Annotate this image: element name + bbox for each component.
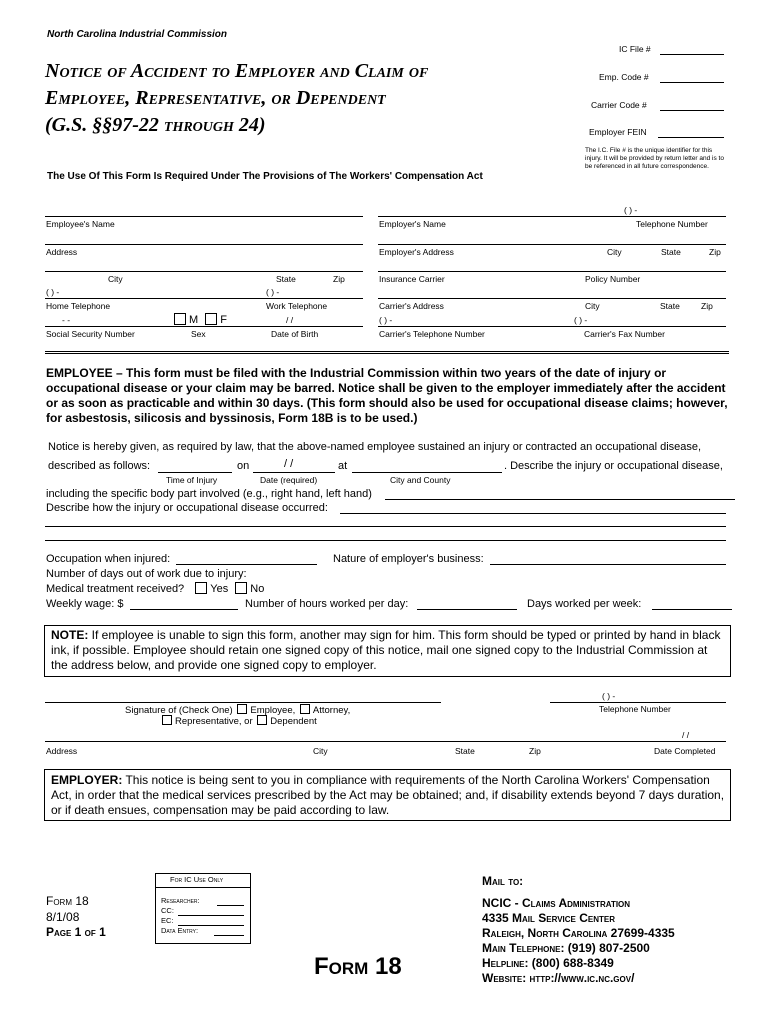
mail-line-2: 4335 Mail Service Center <box>482 911 616 925</box>
signature-dependent-checkbox[interactable] <box>257 715 267 725</box>
section-divider <box>45 351 729 354</box>
employer-box <box>44 769 731 821</box>
work-phone-label: Work Telephone <box>266 301 328 311</box>
employer-city-label: City <box>607 247 622 257</box>
carrier-fax-label: Carrier's Fax Number <box>584 329 665 339</box>
at-label: at <box>338 460 348 472</box>
work-phone-mask: ( ) - <box>266 287 280 297</box>
hours-per-day-field[interactable] <box>417 609 517 610</box>
employee-name-label: Employee's Name <box>46 219 115 229</box>
carrier-phone-label: Carrier's Telephone Number <box>379 329 485 339</box>
employer-zip-label: Zip <box>709 247 721 257</box>
sex-m-label: M <box>189 314 199 326</box>
days-out-label: Number of days out of work due to injury: <box>46 568 247 580</box>
city-county-label: City and County <box>390 475 451 485</box>
described-as-label: described as follows: <box>48 460 151 472</box>
carrier-state-label: State <box>660 301 680 311</box>
form-number: Form 18 <box>46 894 89 908</box>
employee-zip-label: Zip <box>333 274 345 284</box>
ssn-sex-dob-fields[interactable] <box>45 326 363 327</box>
sex-f-checkbox[interactable] <box>205 313 217 325</box>
sex-m-checkbox[interactable] <box>174 313 186 325</box>
date-of-injury-field[interactable] <box>253 472 335 473</box>
employer-box-label: EMPLOYER: <box>51 773 123 787</box>
employee-name-field[interactable] <box>45 216 363 217</box>
describe-how-field[interactable] <box>340 513 726 514</box>
medical-no-label: No <box>250 583 265 595</box>
form-title-line-3: (G.S. §§97-22 through 24) <box>45 114 266 136</box>
signature-employee-checkbox[interactable] <box>237 704 247 714</box>
nature-business-label: Nature of employer's business: <box>333 553 484 565</box>
date-required-label: Date (required) <box>260 475 318 485</box>
medical-yes-checkbox[interactable] <box>195 582 207 594</box>
sex-label: Sex <box>191 329 206 339</box>
page-number: Page 1 of 1 <box>46 925 106 939</box>
signer-address-field[interactable] <box>45 741 726 742</box>
employee-state-label: State <box>276 274 296 284</box>
ic-file-note: The I.C. File # is the unique identifier for this injury. It will be provided by return letter and is to be referenced in all future correspondence. <box>585 147 724 170</box>
carrier-city-label: City <box>585 301 600 311</box>
employer-name-label: Employer's Name <box>379 219 446 229</box>
ec-label: EC: <box>161 916 174 925</box>
mail-to-label: Mail to: <box>482 874 524 888</box>
signer-address-label: Address <box>46 746 78 756</box>
form-title <box>45 58 428 139</box>
time-of-injury-field[interactable] <box>158 472 232 473</box>
carrier-address-label: Carrier's Address <box>379 301 444 311</box>
signer-phone-field[interactable] <box>550 702 726 703</box>
dob-mask: / / <box>286 315 294 325</box>
ic-use-box <box>155 873 251 944</box>
employer-address-field[interactable] <box>378 244 726 245</box>
medical-treatment-label: Medical treatment received? <box>46 583 185 595</box>
note-body: If employee is unable to sign this form, another may sign for him. This form should be typed or printed by hand in black ink, if possible. Employee should retain one signed copy of this notice, mail one signed copy to the Industrial Commission at the address below, and provide one signed copy to employer. <box>51 628 721 672</box>
form-big-label: Form 18 <box>314 953 402 980</box>
employer-address-label: Employer's Address <box>379 247 454 257</box>
medical-treatment-row <box>46 582 264 595</box>
dob-label: Date of Birth <box>271 329 319 339</box>
employee-notice: EMPLOYEE – This form must be filed with the Industrial Commission within two years of the date of injury or occupational disease or your claim may be barred. Notice shall be given to the employer immediately after the accident or as soon as practicable and within 30 days. (This form should also be used for occupational disease claims; however, for asbestosis, silicosis and byssinosis, Form 18B is to be used.) <box>46 366 728 425</box>
insurance-carrier-label: Insurance Carrier <box>379 274 445 284</box>
signature-representative-label: Representative, or <box>175 716 253 727</box>
data-entry-label: Data Entry: <box>161 926 199 935</box>
phone-fields[interactable] <box>45 298 363 299</box>
employer-phone-mask: ( ) - <box>624 205 638 215</box>
occupation-label: Occupation when injured: <box>46 553 171 565</box>
signature-employee-label: Employee, <box>250 705 296 716</box>
researcher-field[interactable] <box>217 905 244 906</box>
ic-use-title: For IC Use Only <box>170 875 224 884</box>
on-label: on <box>237 460 250 472</box>
signature-field[interactable] <box>45 702 441 703</box>
body-part-label: including the specific body part involved (e.g., right hand, left hand) <box>46 488 372 500</box>
describe-how-line-2[interactable] <box>45 526 726 527</box>
mail-line-3: Raleigh, North Carolina 27699-4335 <box>482 926 675 940</box>
note-text <box>51 628 727 673</box>
carrier-code-field[interactable] <box>660 110 724 111</box>
ssn-label: Social Security Number <box>46 329 135 339</box>
describe-how-label: Describe how the injury or occupational disease occurred: <box>46 502 328 514</box>
ic-file-field[interactable] <box>660 54 724 55</box>
employer-box-body: This notice is being sent to you in compliance with requirements of the North Carolina Workers' Compensation Act, in order that the medical services prescribed by the Act may be obtained; and, if disability extends beyond 7 days duration, or if death ensues, compensation may be paid according to law. <box>51 773 725 817</box>
employer-fein-field[interactable] <box>658 137 724 138</box>
employee-city-label: City <box>108 274 123 284</box>
ic-file-label: IC File # <box>619 44 651 54</box>
city-county-field[interactable] <box>352 472 502 473</box>
insurance-carrier-field[interactable] <box>378 271 726 272</box>
carrier-zip-label: Zip <box>701 301 713 311</box>
agency-name: North Carolina Industrial Commission <box>47 29 228 40</box>
weekly-wage-label: Weekly wage: $ <box>46 598 124 610</box>
form-title-line-1: Notice of Accident to Employer and Claim of <box>45 60 429 82</box>
hours-per-day-label: Number of hours worked per day: <box>245 598 409 610</box>
signer-zip-label: Zip <box>529 746 541 756</box>
medical-no-checkbox[interactable] <box>235 582 247 594</box>
date-of-injury-mask: / / <box>284 458 294 470</box>
signature-attorney-checkbox[interactable] <box>300 704 310 714</box>
date-completed-label: Date Completed <box>654 746 716 756</box>
sex-options <box>172 313 227 326</box>
signer-state-label: State <box>455 746 475 756</box>
signature-representative-checkbox[interactable] <box>162 715 172 725</box>
employee-address-label: Address <box>46 247 78 257</box>
days-per-week-label: Days worked per week: <box>527 598 642 610</box>
form-title-line-2: Employee, Representative, or Dependent <box>45 87 386 109</box>
researcher-label: Researcher: <box>161 896 200 905</box>
employer-fein-label: Employer FEIN <box>589 127 647 137</box>
emp-code-label: Emp. Code # <box>599 72 649 82</box>
notice-text: Notice is hereby given, as required by law, that the above-named employee sustained an injury or contracted an occupational disease, <box>48 441 702 453</box>
date-completed-mask: / / <box>682 730 690 740</box>
ssn-mask: - - <box>62 315 71 325</box>
employer-name-field[interactable] <box>378 216 726 217</box>
occupation-field[interactable] <box>176 564 317 565</box>
signature-label: Signature of (Check One) <box>125 705 233 716</box>
employee-city-field[interactable] <box>45 271 363 272</box>
employee-address-field[interactable] <box>45 244 363 245</box>
form-date: 8/1/08 <box>46 910 80 924</box>
signature-dependent-label: Dependent <box>270 716 317 727</box>
mail-line-1: NCIC - Claims Administration <box>482 896 631 910</box>
emp-code-field[interactable] <box>660 82 724 83</box>
cc-label: CC: <box>161 906 174 915</box>
mail-line-5: Helpline: (800) 688-8349 <box>482 956 614 970</box>
note-box <box>44 625 731 677</box>
describe-injury-label: . Describe the injury or occupational disease, <box>504 460 723 472</box>
ic-use-divider <box>156 887 250 888</box>
note-label: NOTE: <box>51 628 89 642</box>
data-entry-field[interactable] <box>214 935 244 936</box>
form-subtitle: The Use Of This Form Is Required Under The Provisions of The Workers' Compensation Act <box>47 171 483 182</box>
medical-yes-label: Yes <box>210 583 229 595</box>
time-of-injury-label: Time of Injury <box>166 475 218 485</box>
employer-state-label: State <box>661 247 681 257</box>
home-phone-mask: ( ) - <box>46 287 60 297</box>
describe-how-line-3[interactable] <box>45 540 726 541</box>
home-phone-label: Home Telephone <box>46 301 111 311</box>
carrier-code-label: Carrier Code # <box>591 100 647 110</box>
sex-f-label: F <box>220 314 227 326</box>
nature-business-field[interactable] <box>490 564 726 565</box>
body-part-field[interactable] <box>385 499 735 500</box>
mail-line-4: Main Telephone: (919) 807-2500 <box>482 941 650 955</box>
signer-city-label: City <box>313 746 328 756</box>
signer-phone-label: Telephone Number <box>599 704 671 714</box>
carrier-phone-mask: ( ) - <box>379 315 393 325</box>
carrier-fax-mask: ( ) - <box>574 315 588 325</box>
policy-number-label: Policy Number <box>585 274 641 284</box>
carrier-address-field[interactable] <box>378 298 726 299</box>
days-per-week-field[interactable] <box>652 609 732 610</box>
employer-text <box>51 773 727 818</box>
signer-phone-mask: ( ) - <box>602 691 616 701</box>
carrier-phone-fax-fields[interactable] <box>378 326 726 327</box>
website-link[interactable]: Website: http://www.ic.nc.gov/ <box>482 971 635 985</box>
weekly-wage-field[interactable] <box>130 609 238 610</box>
signature-role-row-2 <box>160 715 317 727</box>
signature-attorney-label: Attorney, <box>312 705 351 716</box>
cc-field[interactable] <box>178 915 244 916</box>
employer-phone-label: Telephone Number <box>636 219 708 229</box>
